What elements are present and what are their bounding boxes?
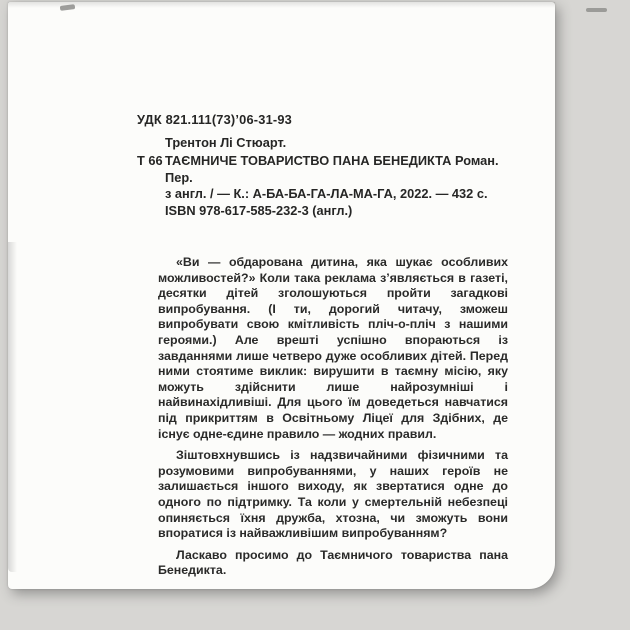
- bib-line-isbn: ISBN 978-617-585-232-3 (англ.): [165, 202, 353, 218]
- book-page: [8, 2, 555, 589]
- author-line: Трентон Лі Стюарт.: [165, 135, 287, 150]
- catalog-code: Т 66: [137, 153, 163, 168]
- scan-artifact-mark: [586, 8, 607, 12]
- annotation-paragraph: Ласкаво просимо до Таємничого товариства пана Бенедикта.: [158, 547, 508, 578]
- scan-artifact-top-edge: [8, 2, 555, 8]
- scan-artifact-left-edge: [8, 242, 17, 572]
- bibliographic-entry: [137, 153, 513, 219]
- bibliographic-lines: [165, 153, 513, 219]
- annotation-paragraph: Зіштовхнувшись із надзвичайними фізичними та розумовими випробуваннями, у наших героїв не залишається іншого виходу, як звертатися одне до одного по підтримку. Та коли у смертельній небезпеці опиняється їхня дружба, хтозна, чи зможуть вони впоратися із найважливішим випробуванням?: [158, 448, 508, 541]
- udk-line: УДК 821.111(73)’06-31-93: [137, 112, 292, 127]
- bib-line-publisher: з англ. / — К.: А-БА-БА-ГА-ЛА-МА-ГА, 2022. — 432 с.: [165, 186, 488, 201]
- annotation-paragraph: «Ви — обдарована дитина, яка шукає особливих можливостей?» Коли така реклама з’являється в газеті, десятки дітей зголошуються пройти загадкові випробування. (І ти, дорогий читачу, зможеш випробувати свою кмітливість пліч-о-пліч з нашими героями.) Але врешті успішно впораються із завданнями лише четверо дуже особливих дітей. Перед ними стоятиме виклик: вирушити в таємну місію, яку можуть здійснити лише найрозумніші і найвинахідливіші. Для цього їм доведеться навчатися під прикриттям в Освітньому Ліцеї для Здібних, де існує одне-єдине правило — жодних правил.: [158, 255, 508, 441]
- bib-line-title: ТАЄМНИЧЕ ТОВАРИСТВО ПАНА БЕНЕДИКТА Роман. Пер.: [165, 153, 499, 185]
- annotation-block: [158, 255, 508, 579]
- imprint-block: [137, 112, 513, 579]
